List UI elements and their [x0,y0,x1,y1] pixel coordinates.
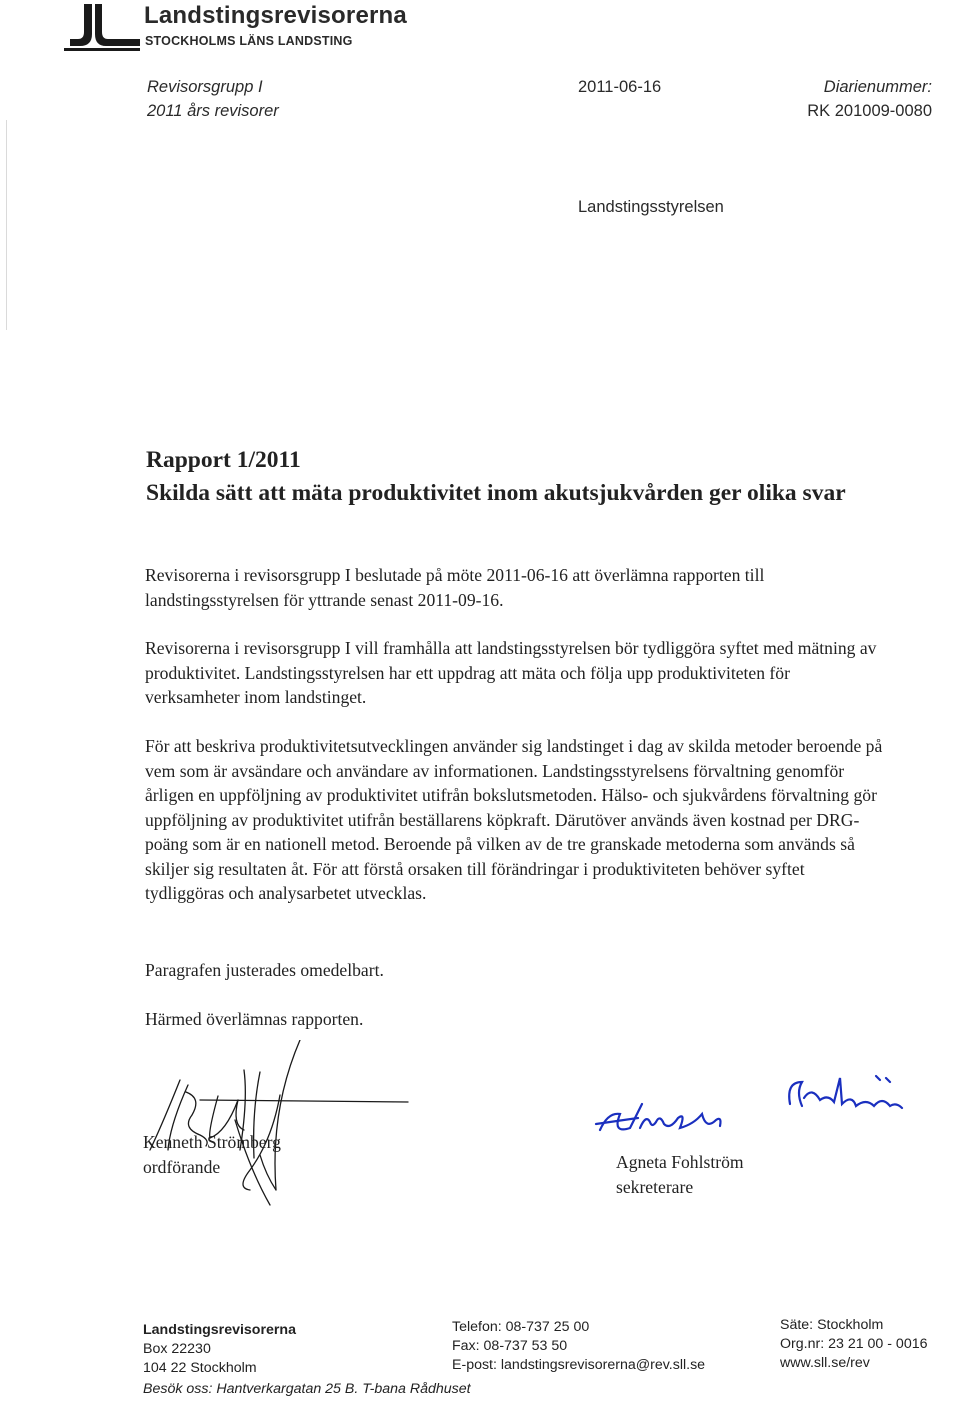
footer-seat: Säte: Stockholm [780,1317,884,1333]
scan-margin-line [6,120,7,330]
body-paragraph-4: Paragrafen justerades omedelbart. [145,960,384,980]
footer-website: www.sll.se/rev [780,1355,870,1371]
diary-label: Diarienummer: [823,78,932,96]
signature-kenneth [140,1040,420,1210]
report-title: Skilda sätt att mäta produktivitet inom akutsjukvården ger olika svar [146,480,846,506]
footer-visit-address: Besök oss: Hantverkargatan 25 B. T-bana Rådhuset [143,1381,471,1397]
footer-org: Landstingsrevisorerna [143,1322,296,1338]
body-paragraph-3: För att beskriva produktivitetsutvecklingen använder sig landstinget i dag av skilda metoder beroende på vem som är avsändare och användare av informationen. Landstingsstyrelsens förvaltning genomför årligen en uppföljning av produktivitet utifrån bokslutsmetoden. Hälso- och sjukvårdens förvaltning gör uppföljning av produktivitet utifrån beställarens köpkraft. Därutöver används även kostnad per DRG-poäng som är en nationell metod. Beroende på vilken av de tre granskade metoderna som används så skiljer sig resultaten åt. För att förstå orsaken till förändringar i produktiviteten behöver syftet tydliggöras och analysarbetet utvecklas. [145,736,883,903]
footer-phone: Telefon: 08-737 25 00 [452,1319,590,1335]
footer-email: E-post: landstingsrevisorerna@rev.sll.se [452,1357,706,1373]
letter-date: 2011-06-16 [578,78,662,96]
signer1-role: ordförande [143,1157,221,1177]
body-paragraph-1: Revisorerna i revisorsgrupp I beslutade på möte 2011-06-16 att överlämna rapporten till landstingsstyrelsen för yttrande senast 2011-09-16. [145,565,765,610]
signature-agneta [590,1072,930,1152]
footer-box: Box 22230 [143,1341,211,1357]
org-name: Landstingsrevisorerna [144,2,407,29]
footer-city: 104 22 Stockholm [143,1360,257,1376]
recipient: Landstingsstyrelsen [578,198,724,216]
group-subtitle: 2011 års revisorer [147,102,279,120]
footer-fax: Fax: 08-737 53 50 [452,1338,568,1354]
report-number: Rapport 1/2011 [146,447,301,473]
signer2-name: Agneta Fohlström [616,1152,744,1172]
group-name: Revisorsgrupp I [147,78,263,96]
body-paragraph-5: Härmed överlämnas rapporten. [145,1009,364,1029]
signer1-name: Kenneth Strömberg [143,1132,281,1152]
diary-number: RK 201009-0080 [807,102,932,120]
org-subtitle: STOCKHOLMS LÄNS LANDSTING [145,34,353,48]
body-paragraph-2: Revisorerna i revisorsgrupp I vill framhålla att landstingsstyrelsen bör tydliggöra syftet med mätning av produktivitet. Landstingsstyrelsen har ett uppdrag att mäta och följa upp produktiviteten för verksamheter inom landstinget. [145,638,877,707]
logo-icon [64,2,140,52]
footer-org-number: Org.nr: 23 21 00 - 0016 [780,1336,928,1352]
signer2-role: sekreterare [616,1177,694,1197]
